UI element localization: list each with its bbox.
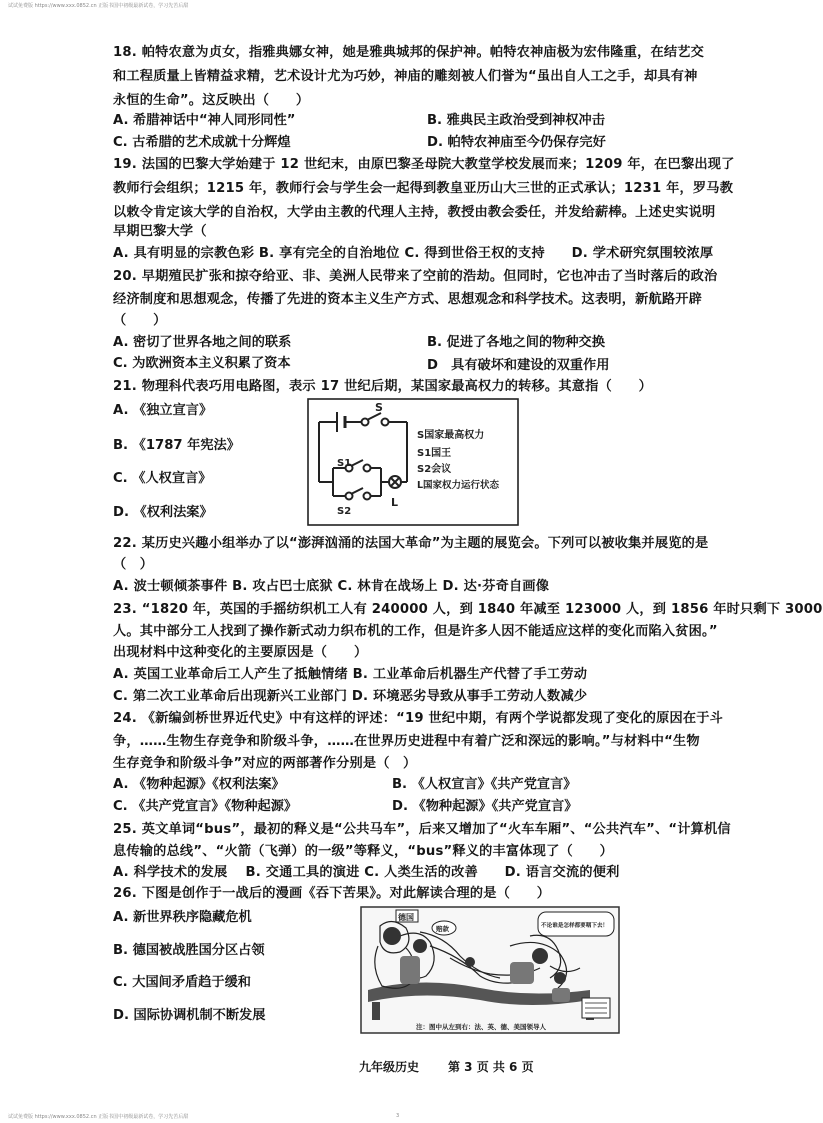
watermark-top: 试试免费版 https://www.xxx.0852.cn 正版书国中初级最新试卷，学习先苦后甜: [8, 3, 189, 9]
cartoon-tag-reparation: 赔款: [436, 925, 449, 933]
q18-line-1: 18. 帕特农意为贞女，指雅典娜女神，她是雅典城邦的保护神。帕特农神庙极为宏伟隆重，在结艺交: [113, 45, 705, 60]
q26-line-1: 26. 下图是创作于一战后的漫画《吞下苦果》。对此解读合理的是（ ）: [113, 886, 551, 901]
q22-line-1: 22. 某历史兴趣小组举办了以“澎湃汹涌的法国大革命”为主题的展览会。下列可以被收集并展览的是: [113, 536, 709, 551]
q24-line-1: 24. 《新编剑桥世界近代史》中有这样的评述：“19 世纪中期，有两个学说都发现了变化的原因在于斗: [113, 711, 724, 726]
circuit-legend-1: S国家最高权力: [417, 430, 485, 441]
q26-option-d[interactable]: D. 国际协调机制不断发展: [113, 1008, 266, 1023]
q23-options-ab[interactable]: A. 英国工业革命后工人产生了抵触情绪 B. 工业革命后机器生产代替了手工劳动: [113, 667, 588, 682]
q20-line-1: 20. 早期殖民扩张和掠夺给亚、非、美洲人民带来了空前的浩劫。但同时，它也冲击了当时落后的政治: [113, 269, 718, 284]
circuit-legend-4: L国家权力运行状态: [417, 480, 500, 491]
q22-options[interactable]: A. 波士顿倾茶事件 B. 攻占巴士底狱 C. 林肯在战场上 D. 达·芬奇自画像: [113, 579, 550, 594]
circuit-label-s1: S1: [337, 458, 352, 469]
q19-line-3: 以敕令肯定该大学的自治权，大学由主教的代理人主持，教授由教会委任，并发给薪棒。上述史实说明: [113, 205, 716, 220]
circuit-label-l: L: [391, 496, 399, 509]
circuit-legend-2: S1国王: [417, 448, 452, 459]
q20-line-2: 经济制度和思想观念，传播了先进的资本主义生产方式、思想观念和科学技术。这表明，新航路开辟: [113, 292, 703, 307]
q21-option-b[interactable]: B. 《1787 年宪法》: [113, 438, 240, 453]
q18-option-c[interactable]: C. 古希腊的艺术成就十分辉煌: [113, 135, 291, 150]
q18-line-2: 和工程质量上皆精益求精，艺术设计尤为巧妙，神庙的雕刻被人们誉为“虽出自人工之手，却具有神: [113, 69, 698, 84]
circuit-label-s2: S2: [337, 506, 352, 517]
q20-option-b[interactable]: B. 促进了各地之间的物种交换: [427, 335, 605, 350]
q18-option-a[interactable]: A. 希腊神话中“神人同形同性”: [113, 113, 296, 128]
q24-option-a[interactable]: A. 《物种起源》《权利法案》: [113, 777, 285, 792]
q21-option-a[interactable]: A. 《独立宣言》: [113, 403, 213, 418]
q21-line-1: 21. 物理科代表巧用电路图，表示 17 世纪后期，某国家最高权力的转移。其意指（ ）: [113, 379, 653, 394]
q19-line-2: 教师行会组织；1215 年，教师行会与学生会一起得到教皇亚历山大三世的正式承认；1231 年，罗马教: [113, 181, 734, 196]
q18-line-3: 永恒的生命”。这反映出（ ）: [113, 93, 310, 108]
q24-option-b[interactable]: B. 《人权宣言》《共产党宣言》: [392, 777, 577, 792]
q23-line-2: 人。其中部分工人找到了操作新式动力织布机的工作，但是许多人因不能适应这样的变化而陷入贫困。”: [113, 624, 718, 639]
q21-option-c[interactable]: C. 《人权宣言》: [113, 471, 212, 486]
circuit-legend-3: S2会议: [417, 464, 452, 475]
q24-option-c[interactable]: C. 《共产党宣言》《物种起源》: [113, 799, 298, 814]
q25-line-2: 息传输的总线”、“火箭（飞弹）的一级”等释义，“bus”释义的丰富体现了（ ）: [113, 844, 614, 859]
cartoon-speech: 不论谁是怎样都要咽下去！: [541, 923, 609, 929]
cartoon-caption: 注：图中从左到右：法、英、德、美国领导人: [416, 1023, 546, 1031]
q26-option-c[interactable]: C. 大国间矛盾趋于缓和: [113, 975, 251, 990]
q25-line-1: 25. 英文单词“bus”，最初的释义是“公共马车”，后来又增加了“火车车厢”、“公共汽车”、“计算机信: [113, 822, 731, 837]
q24-option-d[interactable]: D. 《物种起源》《共产党宣言》: [392, 799, 578, 814]
q21-option-d[interactable]: D. 《权利法案》: [113, 505, 213, 520]
q20-option-d[interactable]: D 具有破坏和建设的双重作用: [427, 358, 610, 373]
q19-line-1: 19. 法国的巴黎大学始建于 12 世纪末，由原巴黎圣母院大教堂学校发展而来；1209 年，在巴黎出现了: [113, 157, 735, 172]
cartoon-tag-germany: 德国: [398, 913, 414, 922]
q19-options[interactable]: A. 具有明显的宗教色彩 B. 享有完全的自治地位 C. 得到世俗王权的支持 D. 学术研究氛围较浓厚: [113, 246, 714, 261]
q19-line-4: 早期巴黎大学（: [113, 224, 207, 239]
q22-line-2: （ ）: [113, 557, 154, 572]
q23-line-1: 23. “1820 年，英国的手摇纺织机工人有 240000 人，到 1840 年减至 123000 人，到 1856 年时只剩下 3000: [113, 602, 823, 617]
footer-subject: 九年级历史: [359, 1060, 420, 1074]
q24-line-2: 争，……生物生存竞争和阶级斗争，……在世界历史进程中有着广泛和深远的影响。”与材料中“生物: [113, 734, 700, 749]
q26-option-b[interactable]: B. 德国被战胜国分区占领: [113, 943, 265, 958]
cartoon-swallow-bitter-fruit: [360, 906, 620, 1034]
q18-option-d[interactable]: D. 帕特农神庙至今仍保存完好: [427, 135, 606, 150]
q18-option-b[interactable]: B. 雅典民主政治受到神权冲击: [427, 113, 605, 128]
q23-line-3: 出现材料中这种变化的主要原因是（ ）: [113, 645, 368, 660]
q20-line-3: （ ）: [113, 313, 167, 328]
footer-page-count: 第 3 页 共 6 页: [448, 1060, 534, 1074]
q24-line-3: 生存竞争和阶级斗争”对应的两部著作分别是（ ）: [113, 756, 417, 771]
q23-options-cd[interactable]: C. 第二次工业革命后出现新兴工业部门 D. 环境恶劣导致从事手工劳动人数减少: [113, 689, 588, 704]
q26-option-a[interactable]: A. 新世界秩序隐藏危机: [113, 910, 252, 925]
q20-option-c[interactable]: C. 为欧洲资本主义积累了资本: [113, 356, 291, 371]
circuit-label-s: S: [375, 401, 383, 414]
q20-option-a[interactable]: A. 密切了世界各地之间的联系: [113, 335, 292, 350]
watermark-bottom: 试试免费版 https://www.xxx.0852.cn 正版书国中初级最新试卷，学习先苦后甜: [8, 1114, 189, 1120]
watermark-page-number: 3: [396, 1113, 400, 1119]
circuit-diagram: [307, 398, 519, 526]
q25-options[interactable]: A. 科学技术的发展 B. 交通工具的演进 C. 人类生活的改善 D. 语言交流的便利: [113, 865, 620, 880]
